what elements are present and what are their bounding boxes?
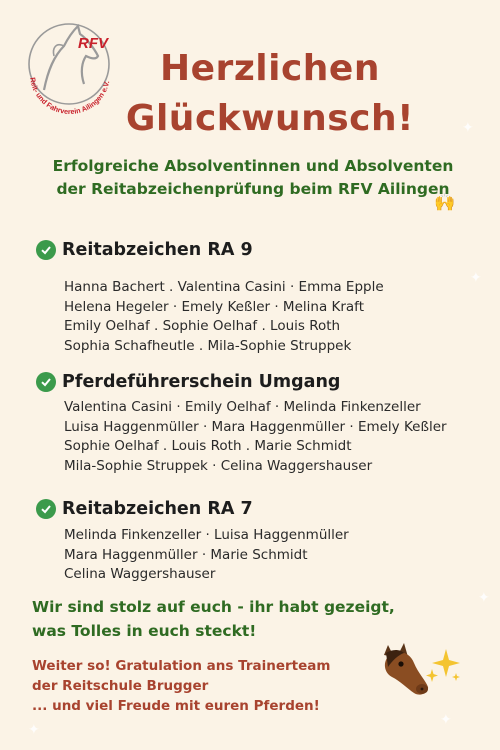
- title-line: Glückwunsch!: [125, 98, 415, 139]
- name-line: Valentina Casini · Emily Oelhaf · Melinda Finkenzeller: [64, 399, 421, 415]
- sparkle-icon: ✦: [462, 120, 474, 136]
- name-line: Emily Oelhaf . Sophie Oelhaf . Louis Roth: [64, 318, 341, 334]
- section-ra9: [36, 237, 384, 356]
- section-title: Reitabzeichen RA 7: [62, 499, 253, 519]
- section-title: Reitabzeichen RA 9: [62, 240, 253, 260]
- name-list: [64, 278, 384, 356]
- name-line: Celina Waggershauser: [64, 566, 216, 582]
- proud-line: was Tolles in euch steckt!: [32, 622, 257, 640]
- raising-hands-icon: 🙌: [434, 193, 456, 213]
- sparkles-icon: [424, 645, 464, 685]
- name-line: Hanna Bachert . Valentina Casini · Emma Epple: [64, 279, 384, 295]
- check-icon: [36, 499, 56, 519]
- subtitle-line: der Reitabzeichenprüfung beim RFV Ailingen: [56, 180, 450, 198]
- section-pferdefuehrerschein: [36, 369, 447, 476]
- sparkle-icon: ✦: [470, 270, 482, 286]
- check-icon: [36, 372, 56, 392]
- section-ra7: [36, 496, 349, 585]
- logo-club-name: Reit- und Fahrverein Ailingen e.V.: [28, 76, 112, 117]
- sparkle-icon: ✦: [478, 590, 490, 606]
- horse-logo-icon: [14, 12, 124, 122]
- sparkle-icon: ✦: [28, 722, 40, 738]
- closing-line: ... und viel Freude mit euren Pferden!: [32, 698, 320, 714]
- name-line: Sophia Schafheutle . Mila-Sophie Struppek: [64, 337, 352, 354]
- proud-line: Wir sind stolz auf euch - ihr habt gezeigt,: [32, 598, 395, 616]
- name-line: Luisa Haggenmüller · Mara Haggenmüller · Emely Keßler: [64, 418, 447, 435]
- name-line: Mila-Sophie Struppek · Celina Waggershauser: [64, 457, 373, 474]
- closing-line: der Reitschule Brugger: [32, 678, 209, 694]
- name-list: [64, 526, 349, 585]
- sparkle-icon: ✦: [440, 712, 452, 728]
- name-line: Melinda Finkenzeller · Luisa Haggenmüller: [64, 527, 349, 543]
- subtitle: [18, 155, 488, 201]
- check-icon: [36, 240, 56, 260]
- name-line: Mara Haggenmüller · Marie Schmidt: [64, 546, 308, 563]
- section-title: Pferdeführerschein Umgang: [62, 372, 341, 392]
- name-list: [64, 398, 447, 476]
- name-line: Helena Hegeler · Emely Keßler · Melina Kraft: [64, 298, 364, 315]
- title-line: Herzlichen: [160, 48, 380, 89]
- logo-badge: RFV: [78, 35, 108, 52]
- closing-message: [32, 656, 362, 716]
- closing-line: Weiter so! Gratulation ans Trainerteam: [32, 658, 331, 674]
- name-line: Sophie Oelhaf . Louis Roth . Marie Schmidt: [64, 438, 352, 454]
- subtitle-line: Erfolgreiche Absolventinnen und Absolventen: [52, 157, 454, 175]
- proud-message: [32, 595, 472, 643]
- page-title: [120, 44, 420, 144]
